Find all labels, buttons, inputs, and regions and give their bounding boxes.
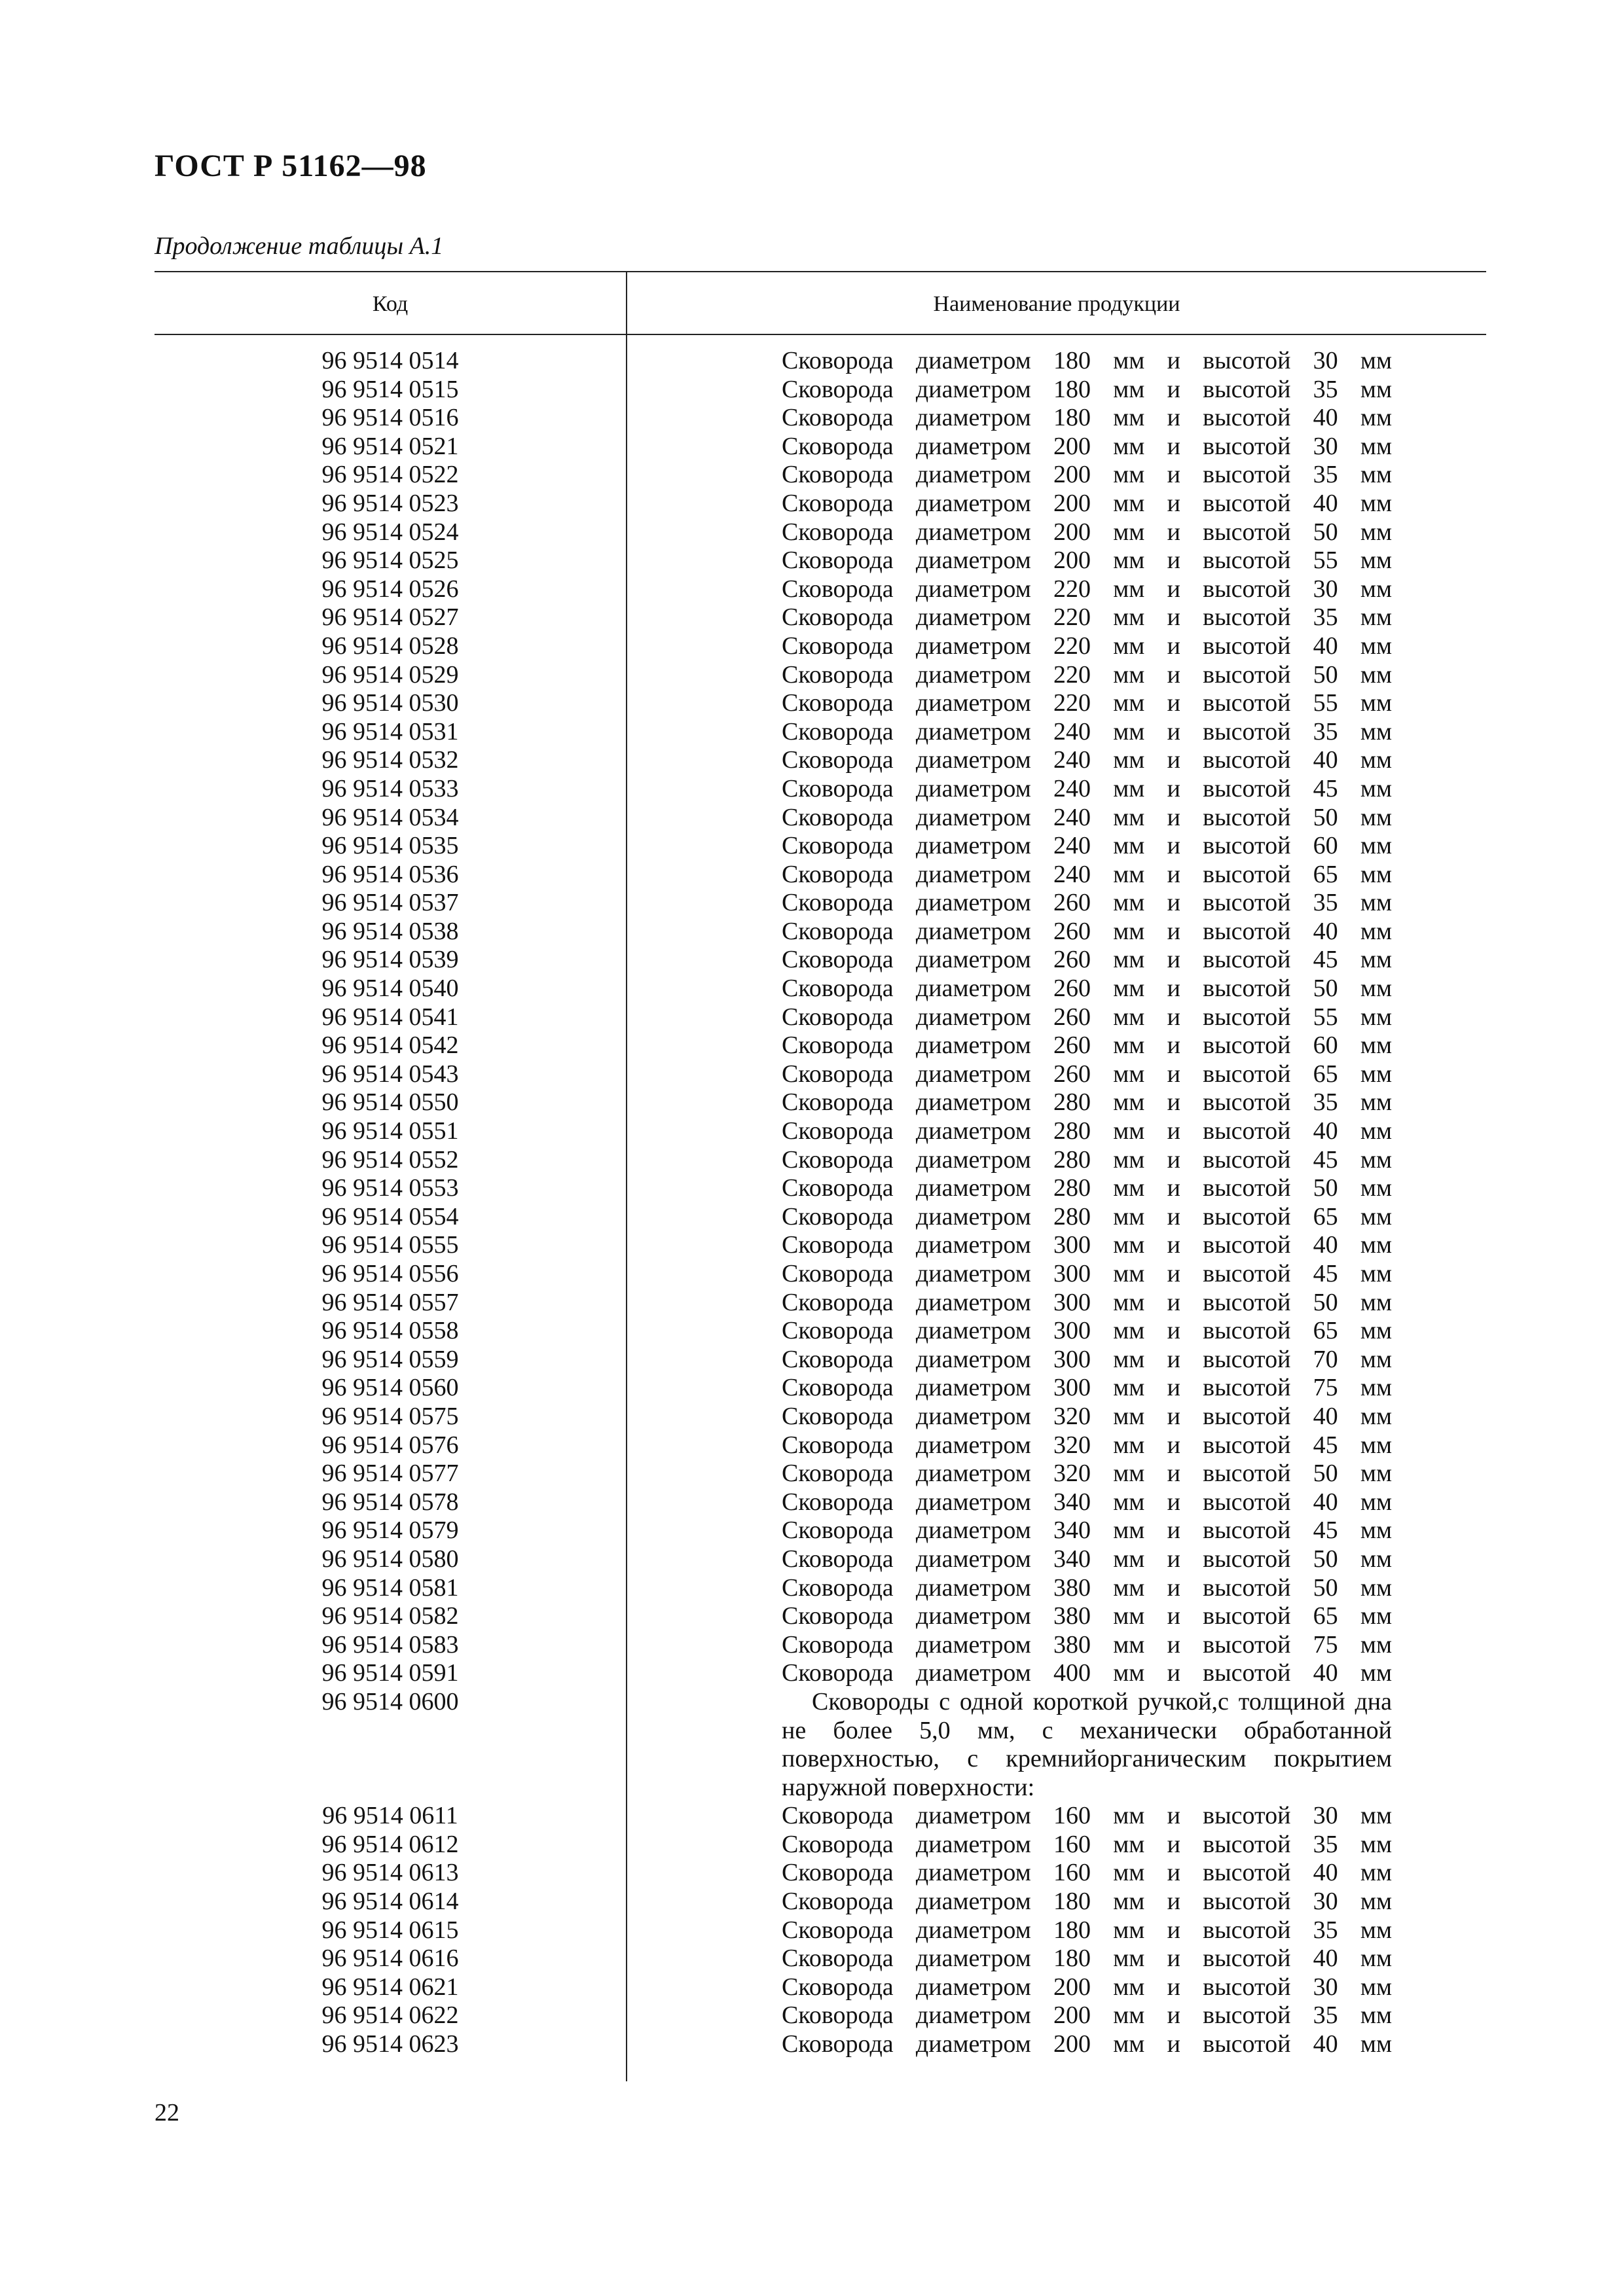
product-group-heading: Сковороды с одной короткой ручкой,с толщиной дна не более 5,0 мм, с механически обработанной поверхностью, с кремнийорганическим покрытием наружной поверхности: xyxy=(782,1687,1392,1801)
product-code: 96 9514 0577 xyxy=(321,1460,459,1488)
product-code: 96 9514 0576 xyxy=(321,1431,459,1459)
product-code: 96 9514 0537 xyxy=(321,889,459,917)
product-code: 96 9514 0514 xyxy=(321,347,459,374)
table-header-rule xyxy=(155,334,1486,335)
product-code: 96 9514 0538 xyxy=(321,917,459,945)
table-row xyxy=(155,1916,1486,1945)
table-row xyxy=(155,518,1486,547)
product-name: Сковорода диаметром 200 мм и высотой 40 мм xyxy=(782,2030,1392,2058)
table-row xyxy=(155,1431,1486,1460)
product-name: Сковорода диаметром 220 мм и высотой 50 мм xyxy=(782,660,1392,689)
table-row xyxy=(155,1317,1486,1346)
product-name: Сковорода диаметром 260 мм и высотой 50 мм xyxy=(782,975,1392,1003)
table-row xyxy=(155,918,1486,946)
product-name: Сковорода диаметром 200 мм и высотой 30 мм xyxy=(782,1973,1392,2001)
table-row xyxy=(155,1403,1486,1431)
product-name: Сковорода диаметром 320 мм и высотой 50 мм xyxy=(782,1460,1392,1488)
product-code: 96 9514 0622 xyxy=(321,2001,459,2030)
product-name: Сковорода диаметром 260 мм и высотой 65 мм xyxy=(782,1060,1392,1088)
product-name: Сковорода диаметром 300 мм и высотой 70 мм xyxy=(782,1345,1392,1373)
table-row xyxy=(155,718,1486,747)
product-code: 96 9514 0553 xyxy=(321,1174,459,1202)
product-name: Сковорода диаметром 380 мм и высотой 50 мм xyxy=(782,1573,1392,1602)
product-name: Сковорода диаметром 160 мм и высотой 40 мм xyxy=(782,1859,1392,1887)
product-name: Сковорода диаметром 200 мм и высотой 35 мм xyxy=(782,461,1392,489)
product-code: 96 9514 0611 xyxy=(322,1802,458,1830)
product-name: Сковорода диаметром 280 мм и высотой 65 мм xyxy=(782,1202,1392,1230)
product-name: Сковорода диаметром 200 мм и высотой 30 мм xyxy=(782,432,1392,460)
table-row xyxy=(155,689,1486,718)
product-name: Сковорода диаметром 340 мм и высотой 40 мм xyxy=(782,1488,1392,1516)
table-row xyxy=(155,547,1486,575)
product-name: Сковорода диаметром 200 мм и высотой 50 мм xyxy=(782,518,1392,546)
product-code: 96 9514 0614 xyxy=(321,1888,459,1916)
table-row xyxy=(155,1602,1486,1631)
product-code: 96 9514 0555 xyxy=(321,1231,459,1259)
product-name: Сковорода диаметром 320 мм и высотой 40 мм xyxy=(782,1402,1392,1430)
column-header-code: Код xyxy=(372,292,409,316)
product-code: 96 9514 0623 xyxy=(321,2030,459,2058)
table-row xyxy=(155,575,1486,604)
product-name: Сковорода диаметром 280 мм и высотой 45 мм xyxy=(782,1145,1392,1174)
product-name: Сковорода диаметром 180 мм и высотой 35 мм xyxy=(782,1916,1392,1944)
product-name: Сковорода диаметром 320 мм и высотой 45 мм xyxy=(782,1431,1392,1459)
product-name: Сковорода диаметром 300 мм и высотой 45 мм xyxy=(782,1260,1392,1287)
product-code: 96 9514 0525 xyxy=(321,547,459,575)
product-name: Сковорода диаметром 220 мм и высотой 40 мм xyxy=(782,632,1392,660)
table-row xyxy=(155,404,1486,433)
product-code: 96 9514 0616 xyxy=(321,1945,459,1973)
product-code: 96 9514 0580 xyxy=(321,1545,459,1573)
product-name: Сковорода диаметром 220 мм и высотой 35 мм xyxy=(782,603,1392,632)
product-name: Сковорода диаметром 240 мм и высотой 35 мм xyxy=(782,717,1392,745)
product-code: 96 9514 0583 xyxy=(321,1630,459,1659)
product-code: 96 9514 0554 xyxy=(321,1202,459,1230)
table-row xyxy=(155,1574,1486,1603)
product-name: Сковорода диаметром 200 мм и высотой 40 мм xyxy=(782,489,1392,517)
product-name: Сковорода диаметром 280 мм и высотой 35 мм xyxy=(782,1088,1392,1117)
product-code: 96 9514 0579 xyxy=(321,1516,459,1545)
product-code: 96 9514 0558 xyxy=(321,1317,459,1345)
product-code: 96 9514 0533 xyxy=(321,774,459,802)
product-code: 96 9514 0521 xyxy=(321,432,459,460)
product-name: Сковорода диаметром 160 мм и высотой 30 мм xyxy=(782,1802,1392,1830)
table-row xyxy=(155,975,1486,1003)
product-name: Сковорода диаметром 280 мм и высотой 40 мм xyxy=(782,1117,1392,1145)
product-code: 96 9514 0615 xyxy=(321,1916,459,1944)
product-code: 96 9514 0613 xyxy=(321,1859,459,1887)
product-name: Сковорода диаметром 240 мм и высотой 45 мм xyxy=(782,774,1392,802)
table-row xyxy=(155,1117,1486,1146)
product-name: Сковорода диаметром 220 мм и высотой 55 мм xyxy=(782,689,1392,717)
table-row xyxy=(155,1289,1486,1318)
table-row xyxy=(155,832,1486,861)
product-code: 96 9514 0543 xyxy=(321,1060,459,1088)
table-row xyxy=(155,376,1486,404)
product-code: 96 9514 0600 xyxy=(321,1687,459,1715)
table-row xyxy=(155,1003,1486,1032)
product-code: 96 9514 0515 xyxy=(321,375,459,403)
product-name: Сковорода диаметром 180 мм и высотой 40 мм xyxy=(782,1945,1392,1973)
product-name: Сковорода диаметром 200 мм и высотой 55 мм xyxy=(782,547,1392,575)
table-row xyxy=(155,1888,1486,1916)
table-row xyxy=(155,1060,1486,1089)
product-code: 96 9514 0551 xyxy=(321,1117,459,1145)
table-row xyxy=(155,461,1486,490)
table-row xyxy=(155,1203,1486,1232)
product-code: 96 9514 0532 xyxy=(321,746,459,774)
document-title: ГОСТ Р 51162—98 xyxy=(155,149,427,183)
table-row xyxy=(155,1174,1486,1203)
table-row xyxy=(155,1973,1486,2002)
column-header-product-name: Наименование продукции xyxy=(933,292,1180,316)
table-row xyxy=(155,1859,1486,1888)
table-row xyxy=(155,746,1486,775)
table-row xyxy=(155,861,1486,889)
product-code: 96 9514 0612 xyxy=(321,1830,459,1858)
product-name: Сковорода диаметром 220 мм и высотой 30 мм xyxy=(782,575,1392,603)
product-name: Сковорода диаметром 200 мм и высотой 35 мм xyxy=(782,2001,1392,2030)
table-row xyxy=(155,661,1486,690)
product-name: Сковорода диаметром 260 мм и высотой 40 мм xyxy=(782,917,1392,945)
product-code: 96 9514 0541 xyxy=(321,1003,459,1031)
table-row xyxy=(155,1488,1486,1517)
product-code: 96 9514 0526 xyxy=(321,575,459,603)
product-name: Сковорода диаметром 300 мм и высотой 50 мм xyxy=(782,1288,1392,1316)
table-row xyxy=(155,1231,1486,1260)
product-code: 96 9514 0534 xyxy=(321,803,459,831)
table-row xyxy=(155,889,1486,918)
product-name: Сковорода диаметром 180 мм и высотой 30 мм xyxy=(782,1888,1392,1916)
table-row xyxy=(155,1374,1486,1403)
product-name: Сковорода диаметром 160 мм и высотой 35 мм xyxy=(782,1830,1392,1858)
table-row xyxy=(155,1346,1486,1374)
product-code: 96 9514 0531 xyxy=(321,717,459,745)
table-row xyxy=(155,1545,1486,1574)
product-code: 96 9514 0522 xyxy=(321,461,459,489)
product-name: Сковорода диаметром 180 мм и высотой 35 мм xyxy=(782,375,1392,403)
product-code: 96 9514 0523 xyxy=(321,489,459,517)
table-row xyxy=(155,775,1486,804)
table-row xyxy=(155,1659,1486,1688)
product-name: Сковорода диаметром 380 мм и высотой 65 мм xyxy=(782,1602,1392,1630)
product-name: Сковорода диаметром 180 мм и высотой 40 мм xyxy=(782,404,1392,432)
table-row xyxy=(155,1146,1486,1175)
product-code: 96 9514 0559 xyxy=(321,1345,459,1373)
product-code: 96 9514 0552 xyxy=(321,1145,459,1174)
product-code: 96 9514 0542 xyxy=(321,1031,459,1060)
product-code: 96 9514 0578 xyxy=(321,1488,459,1516)
table-row xyxy=(155,603,1486,632)
product-code: 96 9514 0560 xyxy=(321,1374,459,1402)
table-caption: Продолжение таблицы А.1 xyxy=(155,232,444,260)
table-row xyxy=(155,1945,1486,1973)
product-code: 96 9514 0527 xyxy=(321,603,459,632)
product-code: 96 9514 0575 xyxy=(321,1402,459,1430)
product-code: 96 9514 0556 xyxy=(321,1260,459,1287)
table-row xyxy=(155,1088,1486,1117)
product-name: Сковорода диаметром 260 мм и высотой 45 мм xyxy=(782,946,1392,974)
product-name: Сковорода диаметром 400 мм и высотой 40 мм xyxy=(782,1659,1392,1687)
table-row xyxy=(155,2001,1486,2030)
product-name: Сковорода диаметром 260 мм и высотой 60 мм xyxy=(782,1031,1392,1060)
product-code: 96 9514 0535 xyxy=(321,832,459,860)
product-code: 96 9514 0530 xyxy=(321,689,459,717)
table-row xyxy=(155,804,1486,833)
product-code: 96 9514 0536 xyxy=(321,860,459,888)
product-code: 96 9514 0550 xyxy=(321,1088,459,1117)
table-row xyxy=(155,1688,1486,1802)
table-row xyxy=(155,1460,1486,1488)
product-name: Сковорода диаметром 240 мм и высотой 40 мм xyxy=(782,746,1392,774)
product-name: Сковорода диаметром 340 мм и высотой 45 мм xyxy=(782,1516,1392,1545)
table-row xyxy=(155,1631,1486,1660)
product-code: 96 9514 0621 xyxy=(321,1973,459,2001)
product-name: Сковорода диаметром 300 мм и высотой 65 мм xyxy=(782,1317,1392,1345)
product-name: Сковорода диаметром 300 мм и высотой 75 мм xyxy=(782,1374,1392,1402)
table-row xyxy=(155,347,1486,376)
product-name: Сковорода диаметром 300 мм и высотой 40 мм xyxy=(782,1231,1392,1259)
product-name: Сковорода диаметром 240 мм и высотой 65 мм xyxy=(782,860,1392,888)
product-code: 96 9514 0529 xyxy=(321,660,459,689)
product-name: Сковорода диаметром 180 мм и высотой 30 мм xyxy=(782,347,1392,374)
table-row xyxy=(155,1802,1486,1831)
table-row xyxy=(155,1516,1486,1545)
product-name: Сковорода диаметром 260 мм и высотой 35 мм xyxy=(782,889,1392,917)
product-code: 96 9514 0591 xyxy=(321,1659,459,1687)
product-code: 96 9514 0557 xyxy=(321,1288,459,1316)
table-row xyxy=(155,433,1486,461)
table-row xyxy=(155,1031,1486,1060)
table-row xyxy=(155,1260,1486,1289)
table-row xyxy=(155,490,1486,518)
table-row xyxy=(155,1831,1486,1859)
page-number: 22 xyxy=(155,2099,179,2126)
table-row xyxy=(155,2030,1486,2059)
product-code: 96 9514 0524 xyxy=(321,518,459,546)
table-row xyxy=(155,632,1486,661)
table-top-rule xyxy=(155,271,1486,272)
product-name: Сковорода диаметром 240 мм и высотой 60 мм xyxy=(782,832,1392,860)
product-code: 96 9514 0516 xyxy=(321,404,459,432)
product-name: Сковорода диаметром 380 мм и высотой 75 мм xyxy=(782,1630,1392,1659)
product-code: 96 9514 0582 xyxy=(321,1602,459,1630)
table-body xyxy=(155,347,1486,2059)
product-code: 96 9514 0539 xyxy=(321,946,459,974)
product-code: 96 9514 0581 xyxy=(321,1573,459,1602)
table-row xyxy=(155,946,1486,975)
product-name: Сковорода диаметром 280 мм и высотой 50 мм xyxy=(782,1174,1392,1202)
product-name: Сковорода диаметром 260 мм и высотой 55 мм xyxy=(782,1003,1392,1031)
product-code: 96 9514 0540 xyxy=(321,975,459,1003)
product-code: 96 9514 0528 xyxy=(321,632,459,660)
product-name: Сковорода диаметром 340 мм и высотой 50 мм xyxy=(782,1545,1392,1573)
product-name: Сковорода диаметром 240 мм и высотой 50 мм xyxy=(782,803,1392,831)
